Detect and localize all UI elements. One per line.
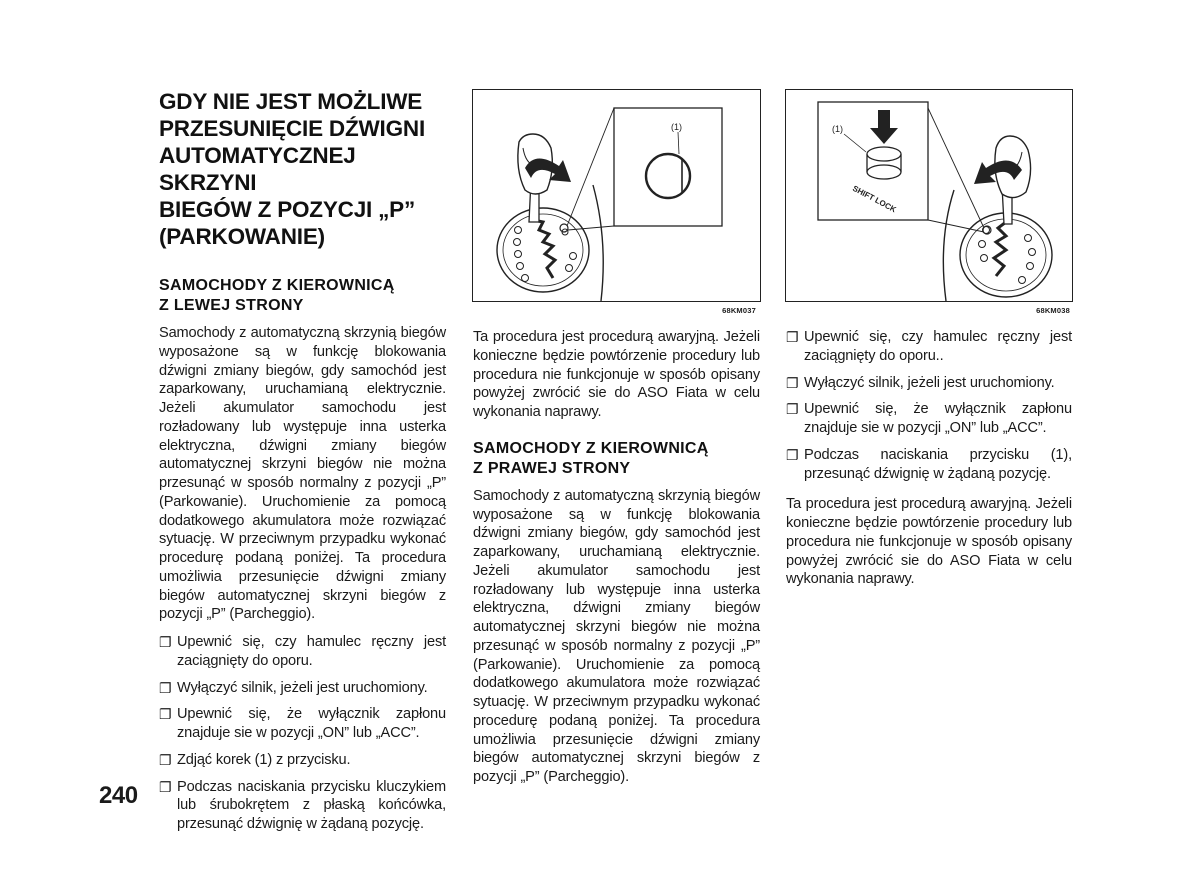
list-item: ❐ Zdjąć korek (1) z przycisku.	[159, 751, 351, 768]
main-title-line: (PARKOWANIE)	[159, 224, 325, 249]
shift-lock-label: SHIFT LOCK	[851, 183, 898, 215]
main-title-line: AUTOMATYCZNEJ SKRZYNI	[159, 143, 356, 195]
section-title-line: Z PRAWEJ STRONY	[473, 459, 631, 477]
section-title-line: Z LEWEJ STRONY	[159, 297, 304, 314]
rhd-procedure-list	[786, 328, 1072, 483]
checkbox-bullet-icon: ❐	[786, 401, 799, 418]
checkbox-bullet-icon: ❐	[159, 778, 172, 795]
section-title-line: SAMOCHODY Z KIEROWNICĄ	[473, 439, 709, 457]
middle-column	[473, 328, 760, 787]
rhd-emergency-note-paragraph: Ta procedura jest procedurą awaryjną. Jeżeli konieczne będzie powtórzenie procedury lub procedura nie funkcjonuje w sposób opisany powyżej zwrócić sie do ASO Fiata w celu wykonania naprawy.	[786, 496, 1072, 588]
main-title-line: BIEGÓW Z POZYCJI „P”	[159, 197, 416, 222]
figure-callout: (1)	[832, 124, 843, 134]
figure-callout: (1)	[671, 122, 682, 132]
intro-paragraph: Samochody z automatyczną skrzynią biegów wyposażone są w funkcję blokowania dźwigni zmiany biegów, gdy samochód jest zaparkowany, uruchamianą elektrycznie. Jeżeli akumulator samochodu jest rozładowany lub występuje inna usterka elektryczna, dźwigni zmiany biegów automatycznej skrzyni biegów nie można przesunąć w sposób normalny z pozycji „P” (Parkowanie). Uruchomienie za pomocą dodatkowego akumulatora może rozwiązać sytuację. W przeciwnym przypadku wykonać procedurę podaną poniżej. Ta procedura umożliwia przesunięcie dźwigni zmiany biegów automatycznej skrzyni biegów z pozycji „P” (Parcheggio).	[159, 325, 446, 623]
rhd-intro-paragraph: Samochody z automatyczną skrzynią biegów wyposażone są w funkcję blokowania dźwigni zmiany biegów, gdy samochód jest zaparkowany, uruchamianą elektrycznie. Jeżeli akumulator samochodu jest rozładowany lub występuje inna usterka elektryczna, dźwigni zmiany biegów automatycznej skrzyni biegów nie można przesunąć w sposób normalny z pozycji „P” (Parkowanie). Uruchomienie za pomocą dodatkowego akumulatora może rozwiązać sytuację. W przeciwnym przypadku wykonać procedurę podaną poniżej. Ta procedura umożliwia przesunięcie dźwigni zmiany biegów automatycznej skrzyni biegów z pozycji „P” (Parcheggio).	[473, 487, 760, 785]
main-title-line: PRZESUNIĘCIE DŹWIGNI	[159, 116, 426, 141]
checkbox-bullet-icon: ❐	[786, 446, 799, 463]
section-title-right-hand-drive	[473, 439, 760, 479]
checkbox-bullet-icon: ❐	[159, 679, 172, 696]
section-title-left-hand-drive	[159, 276, 446, 316]
checkbox-bullet-icon: ❐	[159, 634, 172, 650]
shift-lock-lhd-illustration	[473, 90, 760, 301]
list-item: ❐ Wyłączyć silnik, jeżeli jest uruchomiony.	[786, 374, 1055, 391]
list-item: ❐ Upewnić się, czy hamulec ręczny jest zaciągnięty do oporu.	[159, 634, 446, 669]
list-item: ❐ Upewnić się, że wyłącznik zapłonu znajduje sie w pozycji „ON” lub „ACC”.	[159, 706, 446, 741]
list-item: ❐ Podczas naciskania przycisku (1), przesunąć dźwignię w żądaną pozycję.	[786, 446, 1072, 482]
checkbox-bullet-icon: ❐	[159, 706, 172, 723]
list-item: ❐ Upewnić się, że wyłącznik zapłonu znajduje sie w pozycji „ON” lub „ACC”.	[786, 401, 1072, 436]
page-number: 240	[99, 782, 138, 809]
checkbox-bullet-icon: ❐	[786, 374, 799, 391]
list-item: ❐ Wyłączyć silnik, jeżeli jest uruchomiony.	[159, 679, 428, 696]
figure-shift-lock-rhd	[785, 89, 1073, 315]
figure-code: 68KM038	[1036, 306, 1070, 315]
section-title-line: SAMOCHODY Z KIEROWNICĄ	[159, 277, 395, 294]
figure-shift-lock-lhd	[472, 89, 761, 315]
emergency-note-paragraph: Ta procedura jest procedurą awaryjną. Jeżeli konieczne będzie powtórzenie procedury lub procedura nie funkcjonuje w sposób opisany powyżej zwrócić sie do ASO Fiata w celu wykonania naprawy.	[473, 329, 760, 420]
right-column	[786, 328, 1072, 589]
checkbox-bullet-icon: ❐	[159, 751, 172, 768]
list-item: ❐ Upewnić się, czy hamulec ręczny jest zaciągnięty do oporu..	[786, 329, 1072, 364]
main-title-line: GDY NIE JEST MOŻLIWE	[159, 89, 423, 114]
left-column	[159, 88, 446, 842]
shift-lock-rhd-illustration	[786, 90, 1072, 301]
checkbox-bullet-icon: ❐	[786, 329, 799, 345]
main-title	[159, 88, 446, 250]
procedure-list	[159, 633, 446, 834]
list-item: ❐ Podczas naciskania przycisku kluczykiem lub śrubokrętem z płaską końcówka, przesunąć dźwignię w żądaną pozycję.	[159, 778, 446, 832]
figure-code: 68KM037	[722, 306, 756, 315]
